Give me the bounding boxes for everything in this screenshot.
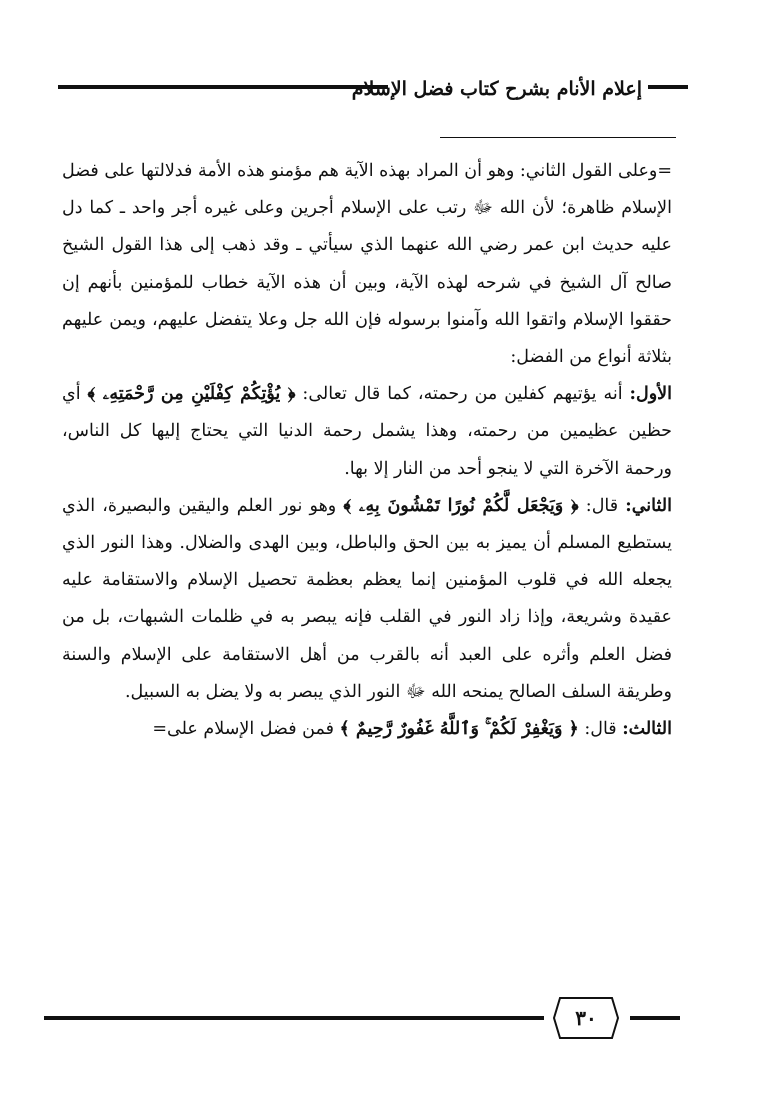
page-footer (44, 994, 680, 1054)
second-text-b: وهو نور العلم واليقين والبصيرة، الذي يستطيع المسلم أن يميز به بين الحق والباطل، وبين الهدى والضلال. وهذا النور الذي يجعله الله في قلوب المؤمنين إنما يعظم بعظمة تحصيل الإسلام والاستقامة عليه عقيدة وشريعة، وإذا زاد النور في القلب فإنه يبصر به في ظلمات الشبهات، بل من فضل العلم وأثره على العبد أنه بالقرب من أهل الاستقامة على الإسلام والسنة وطريقة السلف الصالح يمنحه الله ﷻ النور الذي يبصر به ولا يضل به السبيل. (62, 495, 672, 702)
third-text-a: قال: (578, 719, 623, 740)
paragraph-third (62, 711, 672, 748)
paragraph-intro: =وعلى القول الثاني: وهو أن المراد بهذه الآية هم مؤمنو هذه الأمة فدلالتها على فضل الإسلام ظاهرة؛ لأن الله ﷻ رتب على الإسلام أجرين وعلى غيره أجر واحد ـ كما دل عليه حديث ابن عمر رضي الله عنهما الذي سيأتي ـ وقد ذهب إلى هذا القول الشيخ صالح آل الشيخ في شرحه لهذه الآية، وبين أن هذه الآية خطاب للمؤمنين بأنهم إن حققوا الإسلام واتقوا الله وآمنوا برسوله فإن الله جل وعلا يتفضل عليهم، ويمن عليهم بثلاثة أنواع من الفضل: (62, 161, 672, 368)
header-rule-left (58, 85, 388, 89)
third-label: الثالث: (622, 719, 672, 740)
third-text-b: فمن فضل الإسلام على= (152, 719, 340, 740)
second-verse: ﴿ وَيَجْعَل لَّكُمْ نُورًا تَمْشُونَ بِهِۦ ﴾ (343, 495, 579, 516)
first-verse: ﴿ يُؤْتِكُمْ كِفْلَيْنِ مِن رَّحْمَتِهِۦ ﴾ (87, 384, 296, 405)
first-label: الأول: (629, 384, 672, 405)
running-header (58, 74, 688, 104)
page-body (62, 153, 672, 748)
page-number: ٣٠ (575, 1006, 597, 1030)
second-text-a: قال: (578, 495, 626, 516)
header-rule-right (648, 85, 688, 89)
paragraph-second (62, 488, 672, 711)
first-text-b: أي حظين عظيمين من رحمته، وهذا يشمل رحمة الدنيا التي يحتاج إليها كل الناس، ورحمة الآخرة التي لا ينجو أحد من النار إلا بها. (62, 384, 672, 479)
book-title: إعلام الأنام بشرح كتاب فضل الإسلام (351, 78, 642, 100)
second-label: الثاني: (625, 495, 672, 516)
header-subrule (440, 137, 676, 138)
footer-rule-right (630, 1016, 680, 1020)
paragraph-first (62, 376, 672, 488)
page-number-box (552, 996, 620, 1040)
third-verse: ﴿ وَيَغْفِرْ لَكُمْ ۚ وَٱللَّهُ غَفُورٌ رَّحِيمٌ ﴾ (339, 719, 579, 740)
footer-rule-left (44, 1016, 544, 1020)
first-text-a: أنه يؤتيهم كفلين من رحمته، كما قال تعالى: (295, 384, 630, 405)
